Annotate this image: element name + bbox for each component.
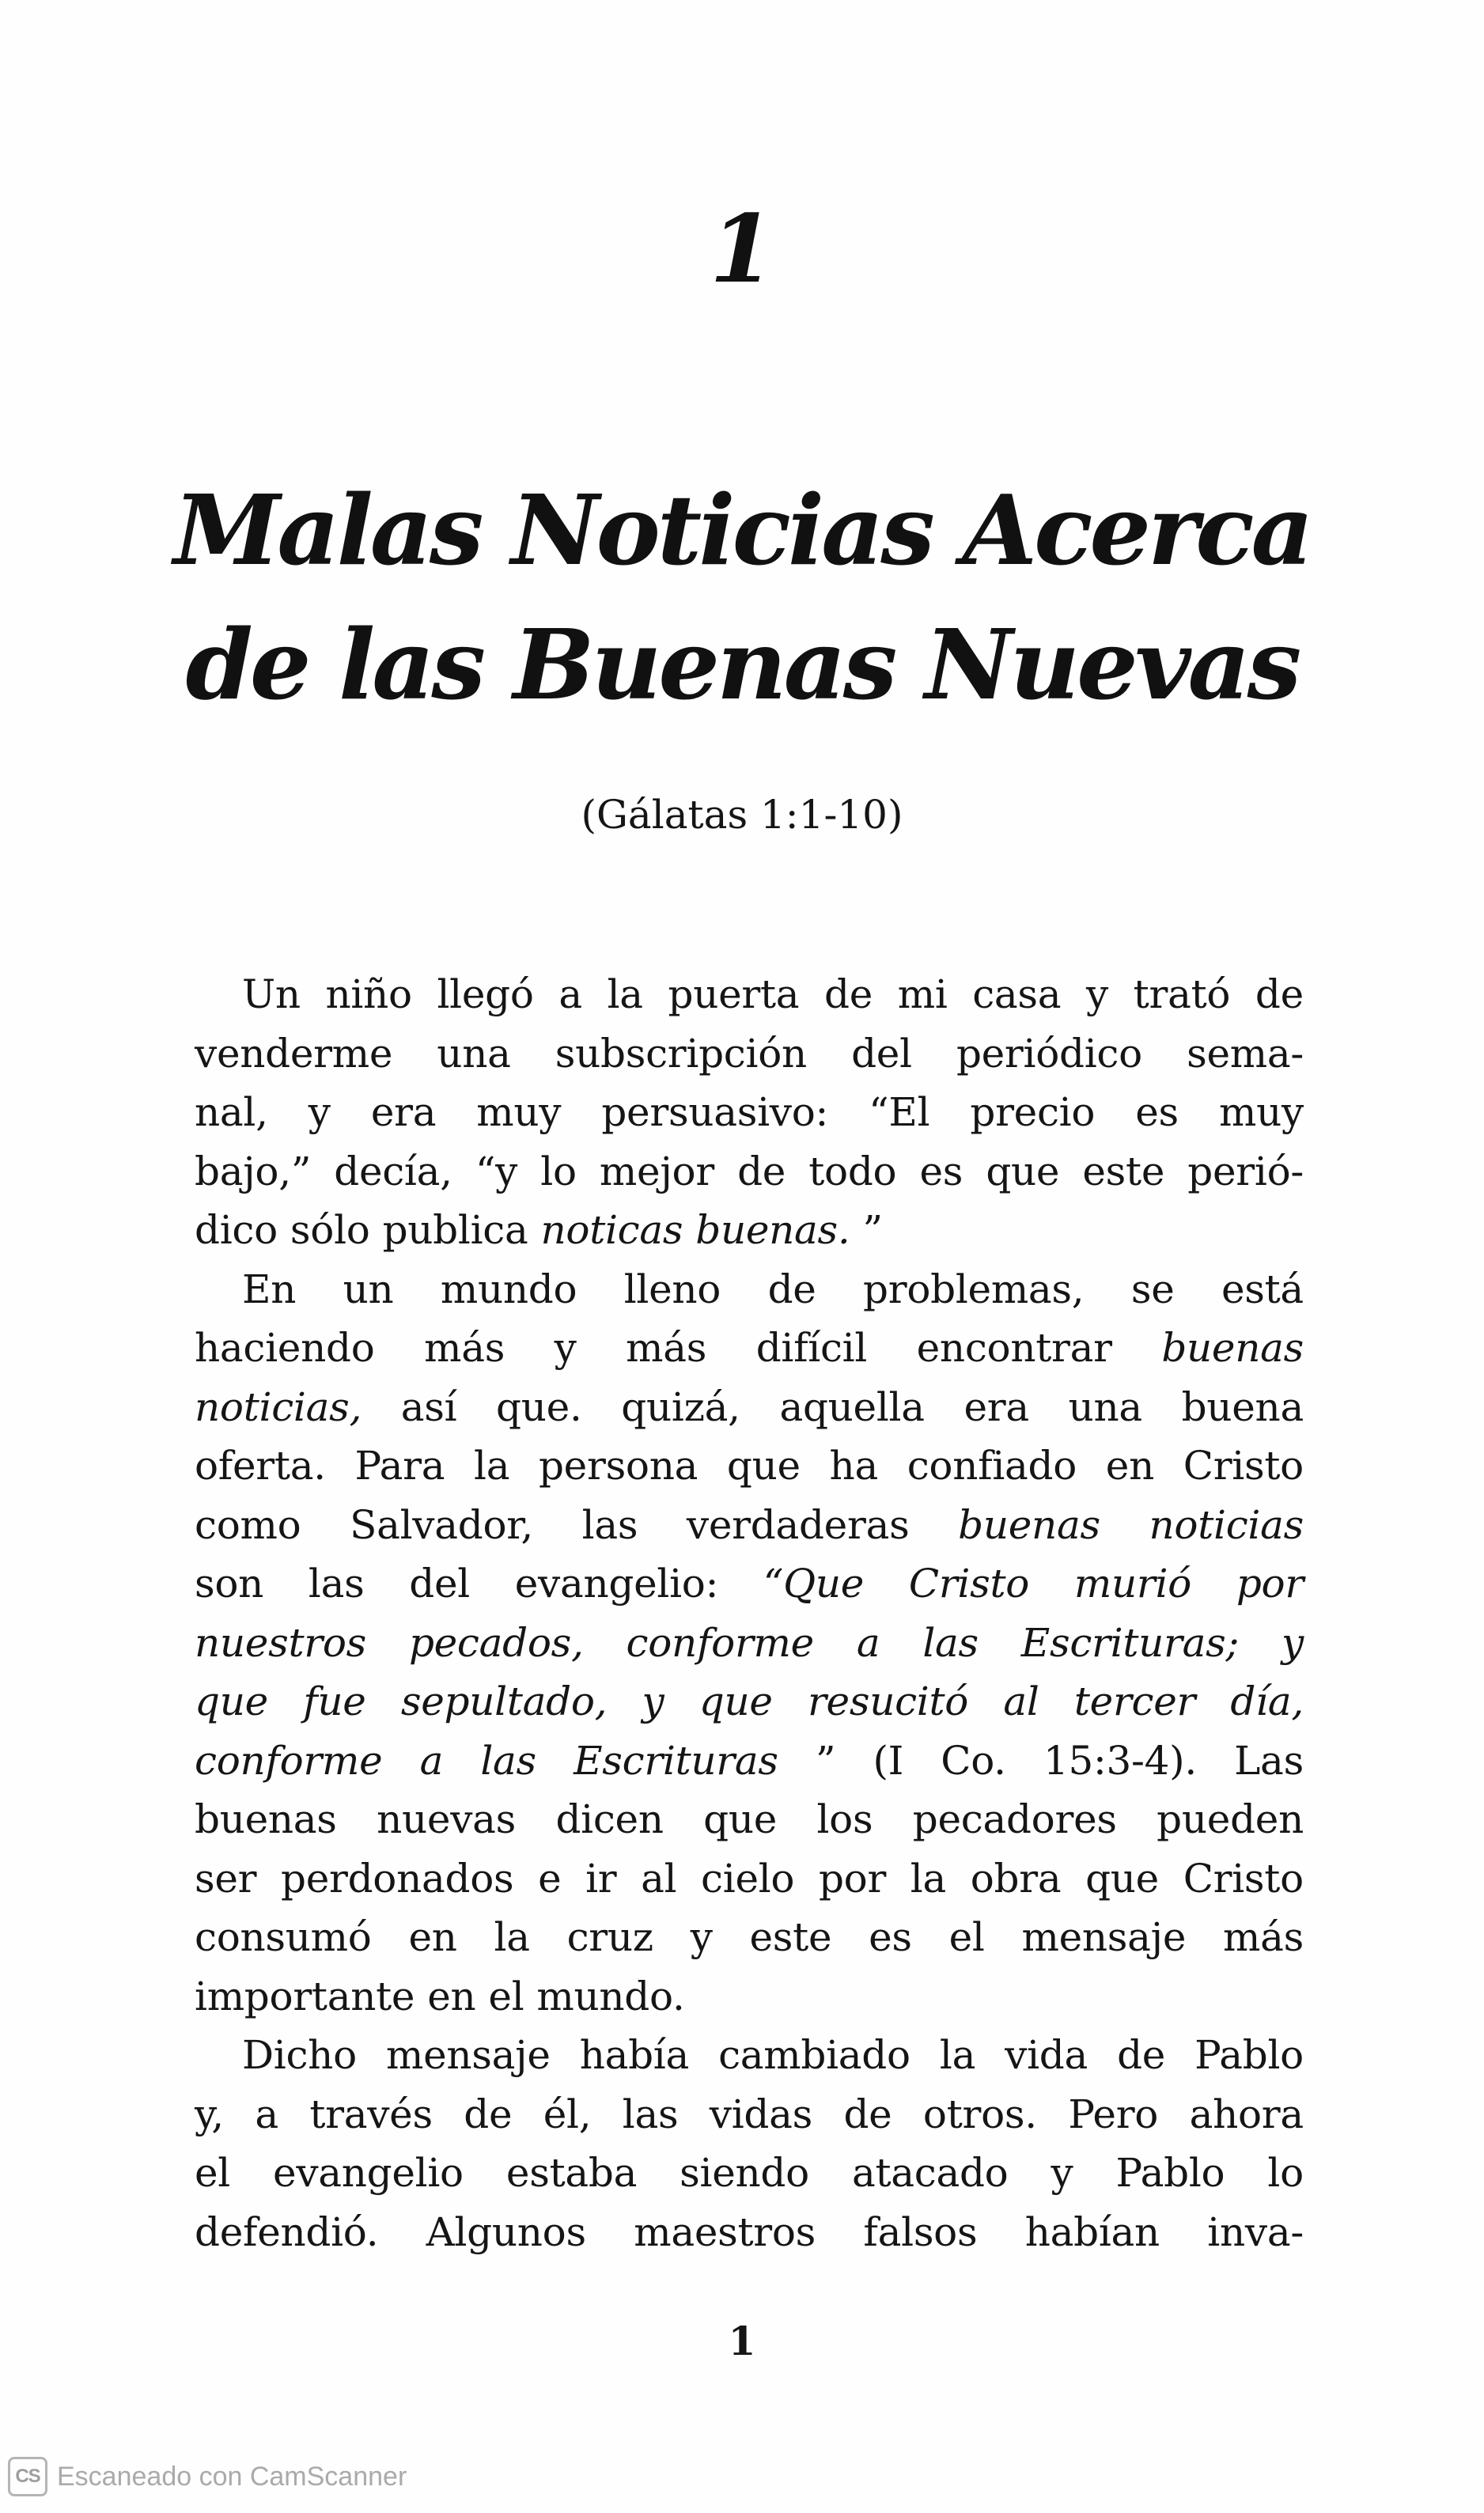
- text-line: [195, 2144, 1304, 2203]
- word: habían: [1024, 2208, 1160, 2255]
- text-line: [195, 1614, 1304, 1673]
- word: más: [424, 1325, 505, 1371]
- chapter-number: 1: [709, 194, 775, 304]
- word: ahora: [1189, 2091, 1304, 2137]
- word: trató: [1133, 971, 1231, 1017]
- word: “Que: [763, 1561, 865, 1607]
- word: publica: [382, 1207, 528, 1253]
- word: Pero: [1068, 2091, 1159, 2137]
- word: Pablo: [1194, 2032, 1304, 2078]
- text-line: [195, 1378, 1304, 1437]
- text-line: [195, 1849, 1304, 1909]
- word: en: [1105, 1443, 1154, 1489]
- word: las: [480, 1737, 536, 1784]
- word: más: [626, 1325, 707, 1371]
- text-line: [195, 1319, 1304, 1378]
- word: este: [1082, 1148, 1165, 1194]
- text-line: [195, 2085, 1304, 2144]
- word: y: [554, 1325, 577, 1371]
- word: mi: [897, 971, 948, 1017]
- word: una: [1068, 1383, 1142, 1430]
- word: defendió.: [195, 2208, 379, 2255]
- word: de: [1117, 2032, 1166, 2078]
- word: atacado: [851, 2150, 1009, 2196]
- word: ha: [829, 1443, 878, 1489]
- word: a: [856, 1619, 880, 1666]
- word: que.: [496, 1383, 582, 1430]
- chapter-title-line: de las Buenas Nuevas: [185, 607, 1299, 721]
- word: siendo: [680, 2150, 809, 2196]
- word: que: [195, 1678, 268, 1724]
- word: fue: [303, 1678, 366, 1724]
- word: la: [910, 1855, 946, 1902]
- word: ser: [195, 1855, 257, 1902]
- word: ”: [862, 1207, 883, 1253]
- word: a: [558, 971, 582, 1017]
- word: (I: [873, 1737, 904, 1784]
- word: Escrituras;: [1020, 1619, 1240, 1666]
- word: mundo.: [536, 1973, 685, 2019]
- word: aquella: [779, 1383, 925, 1430]
- word: Un: [242, 971, 301, 1017]
- word: Escrituras: [574, 1737, 778, 1784]
- word: este: [749, 1914, 832, 1960]
- word: al: [641, 1855, 677, 1902]
- word: resucitó: [807, 1678, 969, 1724]
- word: las: [922, 1619, 979, 1666]
- word: de: [767, 1266, 816, 1312]
- word: a: [255, 2091, 278, 2137]
- word: Algunos: [426, 2208, 586, 2255]
- word: sepultado,: [400, 1678, 608, 1724]
- word: que: [986, 1148, 1060, 1194]
- word: 15:3-4).: [1043, 1737, 1197, 1784]
- word: pecadores: [912, 1796, 1117, 1842]
- text-line: [195, 1024, 1304, 1084]
- text-line: [195, 1083, 1304, 1142]
- chapter-title-line: Malas Noticias Acerca: [173, 473, 1311, 587]
- word: perdonados: [280, 1855, 514, 1902]
- word: problemas,: [863, 1266, 1085, 1312]
- word: la: [494, 1914, 530, 1960]
- word: Salvador,: [350, 1501, 533, 1548]
- word: buenas: [1161, 1325, 1304, 1371]
- word: que: [703, 1796, 778, 1842]
- page-number: 1: [728, 2318, 756, 2364]
- word: Pablo: [1115, 2150, 1225, 2196]
- word: las: [622, 2091, 679, 2137]
- word: lo: [1267, 2150, 1304, 2196]
- text-line: [195, 1554, 1304, 1614]
- word: nuevas: [377, 1796, 517, 1842]
- text-line: [195, 1967, 1304, 2027]
- word: consumó: [195, 1914, 372, 1960]
- word: Cristo: [1183, 1855, 1304, 1902]
- word: mensaje: [1021, 1914, 1187, 1960]
- word: las: [308, 1561, 365, 1607]
- word: muy: [1218, 1089, 1304, 1135]
- word: “y: [475, 1148, 518, 1194]
- word: el: [488, 1973, 524, 2019]
- word: pecados,: [408, 1619, 584, 1666]
- word: lo: [540, 1148, 577, 1194]
- text-line: [195, 965, 1304, 1024]
- word: era: [963, 1383, 1029, 1430]
- word: decía,: [334, 1148, 452, 1194]
- word: importante: [195, 1973, 415, 2019]
- word: vidas: [709, 2091, 812, 2137]
- chapter-title: [142, 463, 1342, 732]
- word: más: [1222, 1914, 1304, 1960]
- word: buenas: [195, 1796, 337, 1842]
- word: persona: [538, 1443, 698, 1489]
- word: y: [690, 1914, 713, 1960]
- text-line: [195, 1731, 1304, 1791]
- camscanner-logo-icon: CS: [8, 2457, 47, 2496]
- word: de: [824, 971, 873, 1017]
- word: través: [309, 2091, 433, 2137]
- word: otros.: [922, 2091, 1037, 2137]
- word: a: [419, 1737, 444, 1784]
- word: de: [737, 1148, 786, 1194]
- word: había: [579, 2032, 690, 2078]
- word: es: [1135, 1089, 1179, 1135]
- word: ir: [585, 1855, 617, 1902]
- word: es: [919, 1148, 963, 1194]
- word: es: [869, 1914, 912, 1960]
- word: quizá,: [621, 1383, 740, 1430]
- word: evangelio: [273, 2150, 464, 2196]
- watermark-text: Escaneado con CamScanner: [57, 2461, 407, 2492]
- word: la: [607, 971, 643, 1017]
- word: el: [195, 2150, 230, 2196]
- word: que: [698, 1678, 773, 1724]
- word: del: [851, 1030, 912, 1077]
- word: que: [1085, 1855, 1159, 1902]
- word: noticias: [1149, 1501, 1304, 1548]
- text-line: [195, 1260, 1304, 1319]
- word: casa: [972, 971, 1062, 1017]
- body-text: [195, 965, 1304, 2261]
- text-line: [195, 1790, 1304, 1849]
- word: confiado: [907, 1443, 1077, 1489]
- word: conforme: [626, 1619, 814, 1666]
- word: la: [939, 2032, 976, 2078]
- word: oferta.: [195, 1443, 326, 1489]
- text-line: [195, 1496, 1304, 1555]
- word: de: [843, 2091, 892, 2137]
- word: la: [474, 1443, 510, 1489]
- word: y: [308, 1089, 331, 1135]
- word: bajo,”: [195, 1148, 312, 1194]
- word: evangelio:: [514, 1561, 719, 1607]
- word: dicen: [555, 1796, 664, 1842]
- text-line: [195, 1201, 1304, 1260]
- word: nal,: [195, 1089, 268, 1135]
- word: murió: [1073, 1561, 1192, 1607]
- word: Dicho: [242, 2032, 357, 2078]
- word: conforme: [195, 1737, 383, 1784]
- word: una: [437, 1030, 511, 1077]
- word: y,: [195, 2091, 224, 2137]
- word: sema-: [1187, 1030, 1304, 1077]
- word: y: [1051, 2150, 1073, 2196]
- word: un: [343, 1266, 394, 1312]
- word: está: [1221, 1266, 1304, 1312]
- word: Las: [1234, 1737, 1304, 1784]
- scanner-watermark: [8, 2455, 407, 2498]
- word: y: [642, 1678, 664, 1724]
- word: por: [1236, 1561, 1304, 1607]
- word: venderme: [195, 1030, 393, 1077]
- word: estaba: [505, 2150, 638, 2196]
- word: perió-: [1187, 1148, 1304, 1194]
- word: los: [816, 1796, 873, 1842]
- word: Co.: [941, 1737, 1006, 1784]
- word: subscripción: [555, 1030, 807, 1077]
- word: él,: [543, 2091, 592, 2137]
- word: del: [409, 1561, 470, 1607]
- word: llegó: [437, 971, 534, 1017]
- word: de: [1255, 971, 1304, 1017]
- word: y: [1281, 1619, 1304, 1666]
- word: y: [1086, 971, 1108, 1017]
- word: verdaderas: [686, 1501, 910, 1548]
- word: cielo: [701, 1855, 795, 1902]
- word: mundo: [440, 1266, 577, 1312]
- word: sólo: [290, 1207, 370, 1253]
- word: inva-: [1207, 2208, 1304, 2255]
- word: falsos: [863, 2208, 978, 2255]
- word: e: [538, 1855, 562, 1902]
- word: se: [1130, 1266, 1175, 1312]
- scripture-reference: (Gálatas 1:1-10): [581, 792, 903, 838]
- text-line: [195, 1672, 1304, 1731]
- word: de: [464, 2091, 513, 2137]
- word: mejor: [599, 1148, 714, 1194]
- word: las: [581, 1501, 638, 1548]
- word: lleno: [623, 1266, 721, 1312]
- word: periódico: [956, 1030, 1142, 1077]
- word: nuestros: [195, 1619, 367, 1666]
- word: era: [370, 1089, 437, 1135]
- word: así: [400, 1383, 457, 1430]
- word: buenas: [958, 1501, 1100, 1548]
- word: mensaje: [385, 2032, 551, 2078]
- word: muy: [476, 1089, 562, 1135]
- word: puerta: [668, 971, 800, 1017]
- word: buenas.: [695, 1207, 850, 1253]
- word: haciendo: [195, 1325, 375, 1371]
- word: que: [726, 1443, 801, 1489]
- word: noticias,: [195, 1383, 362, 1430]
- word: en: [427, 1973, 476, 2019]
- word: tercer: [1073, 1678, 1196, 1724]
- word: Cristo: [908, 1561, 1030, 1607]
- word: Para: [354, 1443, 445, 1489]
- word: obra: [970, 1855, 1062, 1902]
- text-line: [195, 2203, 1304, 2262]
- word: todo: [808, 1148, 897, 1194]
- word: cruz: [566, 1914, 653, 1960]
- word: son: [195, 1561, 264, 1607]
- word: Cristo: [1183, 1443, 1304, 1489]
- word: ”: [815, 1737, 836, 1784]
- word: precio: [970, 1089, 1096, 1135]
- word: al: [1003, 1678, 1039, 1724]
- word: por: [818, 1855, 887, 1902]
- word: niño: [325, 971, 412, 1017]
- word: noticas: [540, 1207, 683, 1253]
- text-line: [195, 1436, 1304, 1496]
- word: buena: [1181, 1383, 1304, 1430]
- word: cambiado: [718, 2032, 910, 2078]
- word: en: [408, 1914, 457, 1960]
- text-line: [195, 2026, 1304, 2085]
- word: encontrar: [916, 1325, 1112, 1371]
- text-line: [195, 1908, 1304, 1967]
- word: En: [242, 1266, 297, 1312]
- word: vida: [1005, 2032, 1088, 2078]
- word: dico: [195, 1207, 278, 1253]
- text-line: [195, 1142, 1304, 1202]
- word: “El: [869, 1089, 930, 1135]
- word: como: [195, 1501, 301, 1548]
- word: día,: [1230, 1678, 1304, 1724]
- word: difícil: [755, 1325, 868, 1371]
- word: persuasivo:: [601, 1089, 829, 1135]
- word: el: [948, 1914, 985, 1960]
- word: maestros: [634, 2208, 816, 2255]
- word: pueden: [1157, 1796, 1304, 1842]
